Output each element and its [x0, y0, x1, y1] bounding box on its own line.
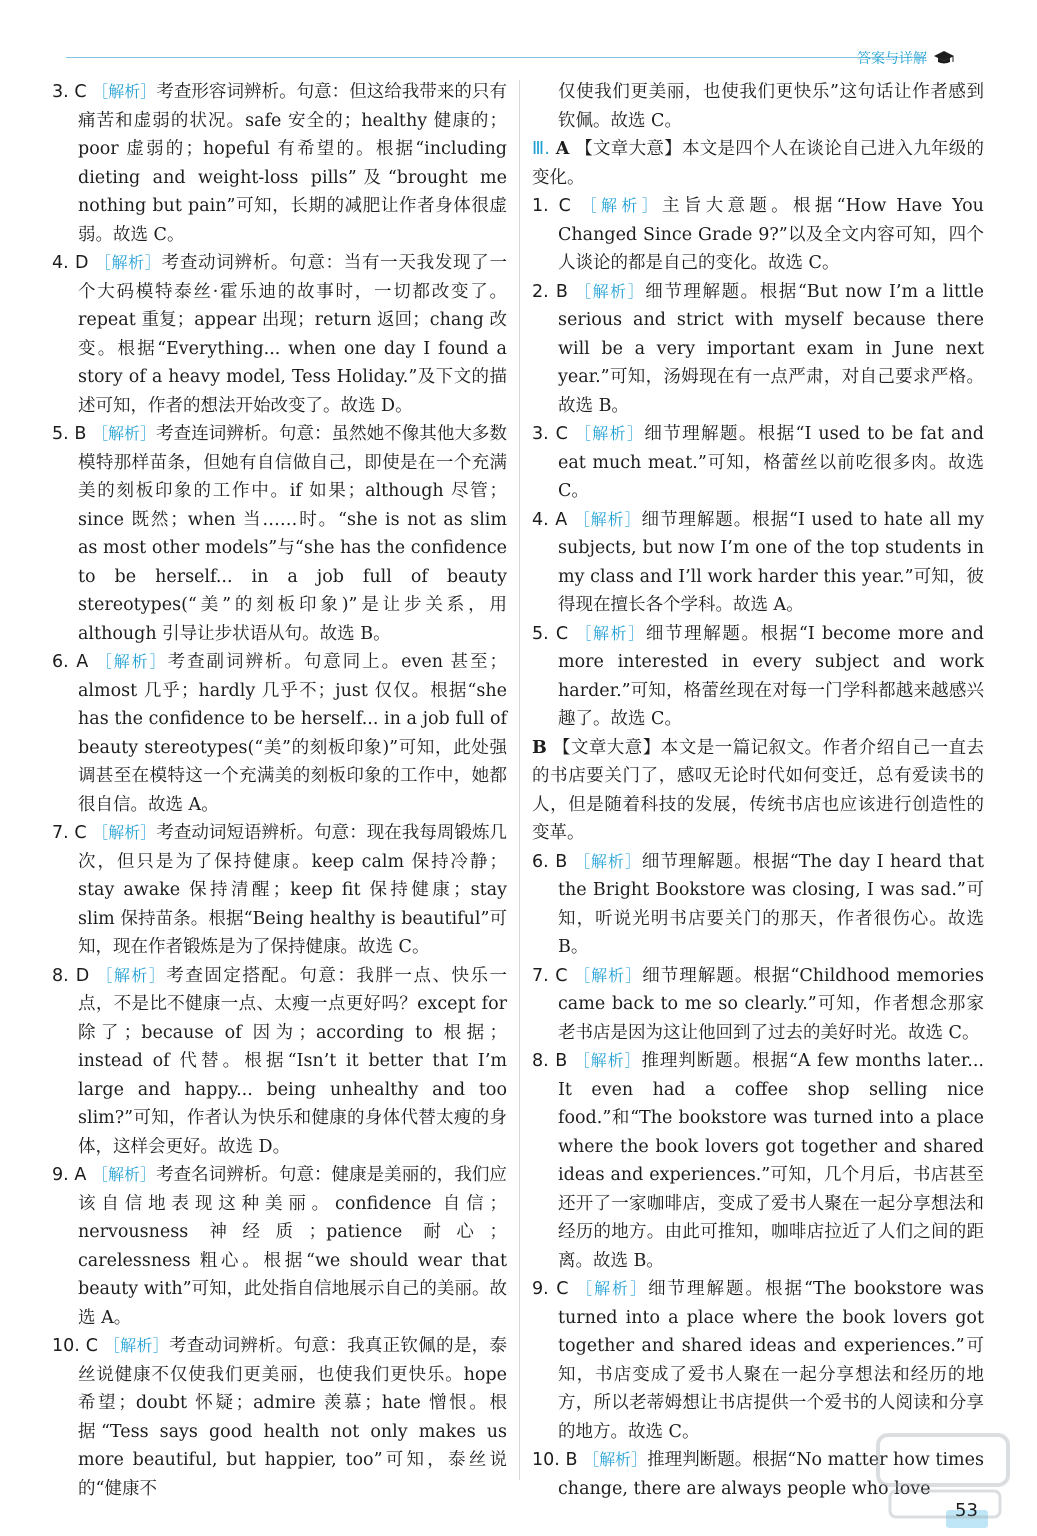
item-number: 4. [52, 253, 69, 273]
section-b-summary: 本文是一篇记叙文。作者介绍自己一直去的书店要关门了，感叹无论时代如何变迁，总有爱读书的人，但是随着科技的发展，传统书店也应该进行创造性的变革。 [532, 737, 984, 843]
analysis-tag: 解析 [107, 1165, 141, 1184]
item-answer: D [75, 965, 90, 986]
analysis-tag-close: ］ [641, 196, 663, 215]
answer-item [532, 1047, 984, 1275]
analysis-tag: 解析 [590, 509, 625, 529]
answer-item [532, 278, 984, 421]
answer-item [52, 819, 507, 962]
section-label: A [555, 139, 570, 159]
item-explanation: 细节理解题。根据“I become more and more interested in every subject and work harder.”可知，格蕾丝现在对每一门学科都越来越感兴趣了。故选 C。 [558, 623, 984, 729]
answer-item [52, 1161, 507, 1332]
analysis-tag-open: ［ [574, 965, 592, 985]
analysis-tag-close: ］ [140, 1165, 157, 1184]
analysis-tag: 解析 [591, 965, 626, 985]
item-number: 8. [532, 1051, 549, 1071]
item-number: 3. [52, 82, 69, 102]
item-explanation: 细节理解题。根据“Childhood memories came back to me so clearly.”可知，作者想念那家老书店是因为这让他回到了过去的美好时光。故选 C。 [558, 965, 984, 1043]
item-explanation: 细节理解题。根据“The day I heard that the Bright Bookstore was closing, I was sad.”可知，听说光明书店要关门的那天，作者很伤心。故选 B。 [558, 851, 984, 957]
item-explanation: 细节理解题。根据“I used to be fat and eat much meat.”可知，格蕾丝以前吃很多肉。故选 C。 [558, 424, 984, 501]
right-items-a [532, 192, 984, 734]
answer-item-body [532, 420, 984, 506]
item-answer: B [74, 424, 87, 444]
answer-item [52, 78, 507, 249]
item-answer: B [555, 1051, 568, 1071]
answer-item [52, 420, 507, 648]
analysis-tag: 解析 [111, 253, 145, 272]
section-summary: 本文是四个人在谈论自己进入九年级的变化。 [532, 139, 984, 188]
item-explanation: 推理判断题。根据“No matter how times change, there are always people who love [558, 1450, 984, 1499]
item-answer: A [74, 1165, 87, 1185]
answer-item [52, 648, 507, 819]
analysis-tag-open: ［ [91, 1165, 108, 1184]
item-answer: C [556, 1279, 569, 1299]
answer-item [532, 1275, 984, 1446]
answer-item-body [52, 648, 507, 819]
item-number: 10. [52, 1336, 80, 1356]
section-b-title: 【文章大意】 [552, 737, 661, 758]
item-explanation: 细节理解题。根据“I used to hate all my subjects, but now I’m one of the top students in my class and I’ll work harder this year.”可知，彼得现在擅长各个学科。故选 A。 [558, 509, 984, 615]
analysis-tag-open: ［ [103, 1336, 121, 1355]
analysis-tag-open: ［ [95, 652, 114, 671]
analysis-tag-close: ］ [624, 1051, 642, 1070]
analysis-tag-close: ］ [149, 652, 168, 671]
answer-item [532, 506, 984, 620]
item-answer: B [555, 851, 568, 872]
section-roman-numeral: Ⅲ. [532, 139, 550, 159]
analysis-tag: 解析 [108, 82, 141, 101]
continuation-text: 仅使我们更美丽，也使我们更快乐”这句话让作者感到钦佩。故选 C。 [558, 82, 984, 131]
header-tag [857, 48, 955, 68]
analysis-tag-open: ［ [92, 823, 109, 842]
analysis-tag: 解析 [590, 1051, 625, 1070]
right-items-b [532, 848, 984, 1504]
item-explanation: 考查动词辨析。句意：我真正钦佩的是，泰丝说健康不仅使我们更美丽，也使我们更快乐。hope 希望；doubt 怀疑；admire 羡慕；hate 憎恨。根据“Tess says good health not only makes us more beautiful, but happier, too”可知，泰丝说的“健康不 [78, 1336, 507, 1499]
item-explanation: 考查连词辨析。句意：虽然她不像其他大多数模特那样苗条，但她有自信做自己，即使是在一个充满美的刻板印象的工作中。if 如果；although 尽管；since 既然；when 当……时。“she is not as slim as most other models”与“she has the confidence to be herself... in a job full of beauty stereotypes(“美”的刻板印象)”是让步关系，用 although 引导让步状语从句。故选 B。 [78, 424, 507, 644]
header-rule [66, 57, 926, 58]
item-number: 3. [532, 424, 549, 444]
item-explanation: 考查名词辨析。句意：健康是美丽的，我们应该自信地表现这种美丽。confidence 自信；nervousness 神经质；patience 耐心；carelessness 粗心。根据“we should wear that beauty with”可知，此处指自信地展示自己的美丽。故选 A。 [78, 1165, 507, 1328]
answer-item-body [52, 962, 507, 1162]
analysis-tag: 解析 [108, 823, 141, 842]
answer-item-body [52, 819, 507, 962]
analysis-tag-close: ］ [630, 1279, 649, 1298]
analysis-tag-open: ［ [91, 424, 108, 443]
item-answer: C [558, 196, 571, 216]
analysis-tag: 解析 [592, 281, 628, 301]
item-number: 4. [532, 509, 549, 530]
right-column [532, 78, 984, 1503]
item-number: 6. [532, 851, 549, 872]
answer-item-body [52, 1332, 507, 1503]
answer-item [532, 962, 984, 1048]
analysis-tag: 解析 [601, 196, 642, 215]
item-number: 7. [532, 965, 549, 986]
analysis-tag-open: ［ [94, 253, 112, 272]
analysis-tag-close: ］ [140, 82, 157, 101]
analysis-tag: 解析 [592, 424, 628, 443]
analysis-tag-close: ］ [140, 823, 157, 842]
analysis-tag-open: ［ [580, 196, 602, 215]
answer-item-body [532, 278, 984, 421]
item-number: 1. [532, 196, 549, 216]
analysis-tag-open: ［ [583, 1450, 600, 1469]
answer-item [532, 192, 984, 278]
analysis-tag-close: ］ [625, 965, 643, 985]
analysis-tag-close: ］ [628, 623, 646, 643]
section-title: 【文章大意】 [575, 139, 682, 159]
analysis-tag-open: ［ [575, 623, 593, 643]
item-answer: C [74, 82, 87, 102]
analysis-tag-close: ］ [624, 509, 642, 529]
item-explanation: 考查固定搭配。句意：我胖一点、快乐一点，不是比不健康一点、太瘦一点更好吗？except for 除了；because of 因为；according to 根据；instead of 代替。根据“Isn’t it better that I’m large and happy... being unhealthy and too slim?”可知，作者认为快乐和健康的身体代替太瘦的身体，这样会更好。故选 D。 [78, 965, 507, 1157]
item-number: 7. [52, 823, 69, 843]
item-number: 5. [52, 424, 69, 444]
column-divider [519, 80, 520, 1480]
item-answer: A [555, 509, 568, 530]
watermark-logo [870, 1425, 1020, 1525]
analysis-tag-open: ［ [573, 509, 591, 529]
analysis-tag: 解析 [590, 851, 625, 871]
answer-item-body [532, 848, 984, 962]
answer-item [532, 848, 984, 962]
answer-item [532, 420, 984, 506]
analysis-tag: 解析 [594, 1279, 631, 1298]
left-column [52, 78, 507, 1503]
item-answer: C [74, 823, 87, 843]
answer-item-body [52, 1161, 507, 1332]
analysis-tag-open: ［ [96, 965, 114, 985]
analysis-tag-open: ［ [92, 82, 109, 101]
analysis-tag-close: ］ [152, 1336, 170, 1355]
answer-item-body [532, 1275, 984, 1446]
item-number: 8. [52, 965, 69, 986]
item-answer: C [555, 965, 568, 986]
answer-item-body [532, 620, 984, 734]
answer-item-body [532, 962, 984, 1048]
item-answer: C [555, 424, 568, 444]
graduation-cap-icon [933, 50, 955, 66]
page-number: 53 [955, 1500, 978, 1521]
analysis-tag: 解析 [120, 1336, 153, 1355]
answer-item-body [532, 1047, 984, 1275]
analysis-tag-open: ［ [575, 281, 593, 301]
analysis-tag-close: ］ [627, 281, 646, 301]
item-answer: B [565, 1450, 578, 1470]
answer-item [52, 249, 507, 420]
analysis-tag-close: ］ [148, 965, 167, 985]
answer-item [532, 620, 984, 734]
section-iii-intro [532, 135, 984, 192]
analysis-tag-open: ［ [576, 1279, 595, 1298]
analysis-tag-close: ］ [140, 424, 157, 443]
item-explanation: 细节理解题。根据“But now I’m a little serious and strict with myself because there will be a very important exam in June next year.”可知，汤姆现在有一点严肃，对自己要求严格。故选 B。 [558, 281, 984, 416]
item-explanation: 考查形容词辨析。句意：但这给我带来的只有痛苦和虚弱的状况。safe 安全的；healthy 健康的；poor 虚弱的；hopeful 有希望的。根据“including dieting and weight-loss pills”及“brought me nothing but pain”可知，长期的减肥让作者身体很虚弱。故选 C。 [78, 82, 507, 245]
item-explanation: 考查动词短语辨析。句意：现在我每周锻炼几次，但只是为了保持健康。keep calm 保持冷静；stay awake 保持清醒；keep fit 保持健康；stay slim 保持苗条。根据“Being healthy is beautiful”可知，现在作者锻炼是为了保持健康。故选 C。 [78, 823, 507, 957]
item-number: 10. [532, 1450, 560, 1470]
analysis-tag: 解析 [107, 424, 141, 443]
answer-item-body [52, 249, 507, 420]
item-answer: C [555, 623, 569, 644]
section-b-intro [532, 734, 984, 848]
item-explanation: 主旨大意题。根据“How Have You Changed Since Grade 9?”以及全文内容可知，四个人谈论的都是自己的变化。故选 C。 [558, 196, 984, 273]
section-b-label: B [532, 737, 547, 758]
answer-item [52, 1332, 507, 1503]
analysis-tag-close: ］ [631, 1450, 648, 1469]
analysis-tag-open: ［ [574, 424, 593, 443]
item-number: 9. [52, 1165, 69, 1185]
analysis-tag: 解析 [592, 623, 629, 643]
analysis-tag-close: ］ [144, 253, 162, 272]
answer-item-body [52, 78, 507, 249]
item-explanation: 细节理解题。根据“The bookstore was turned into a place where the book lovers got together and shared ideas and experiences.”可知，书店变成了爱书人聚在一起分享想法和经历的地方，所以老蒂姆想让书店提供一个爱书的人阅读和分享的地方。故选 C。 [558, 1279, 984, 1442]
item-number: 9. [532, 1279, 549, 1299]
analysis-tag: 解析 [113, 652, 150, 671]
item-answer: C [85, 1336, 98, 1356]
analysis-tag-open: ［ [573, 851, 591, 871]
analysis-tag: 解析 [599, 1450, 632, 1469]
item-answer: A [76, 652, 89, 672]
item-answer: D [74, 253, 89, 273]
answer-item-body [532, 192, 984, 278]
item-answer: B [555, 281, 568, 302]
analysis-tag-open: ［ [573, 1051, 591, 1070]
item-explanation: 考查动词辨析。句意：当有一天我发现了一个大码模特泰丝·霍乐迪的故事时，一切都改变了。repeat 重复；appear 出现；return 返回；chang 改变。根据“Everything... when one day I found a story of a heavy model, Tess Holiday.”及下文的描述可知，作者的想法开始改变了。故选 D。 [78, 253, 507, 416]
answer-item-body [52, 420, 507, 648]
item-number: 5. [532, 623, 549, 644]
analysis-tag-close: ］ [627, 424, 645, 443]
header-tag-text: 答案与详解 [857, 51, 927, 67]
item-number: 6. [52, 652, 69, 672]
item-explanation: 考查副词辨析。句意同上。even 甚至；almost 几乎；hardly 几乎不；just 仅仅。根据“she has the confidence to be herself... in a job full of beauty stereotypes(“美”的刻板印象)”可知，此处强调甚至在模特这一个充满美的刻板印象的工作中，她都很自信。故选 A。 [78, 652, 507, 815]
answer-item-body [532, 506, 984, 620]
item-explanation: 推理判断题。根据“A few months later... It even had a coffee shop selling nice food.”和“The bookstore was turned into a place where the book lovers got together and shared ideas and experiences.”可知，几个月后，书店甚至还开了一家咖啡店，变成了爱书人聚在一起分享想法和经历的地方。由此可推知，咖啡店拉近了人们之间的距离。故选 B。 [558, 1051, 984, 1271]
analysis-tag-close: ］ [624, 851, 642, 871]
item-number: 2. [532, 281, 549, 302]
answer-item [52, 962, 507, 1162]
analysis-tag: 解析 [113, 965, 149, 985]
